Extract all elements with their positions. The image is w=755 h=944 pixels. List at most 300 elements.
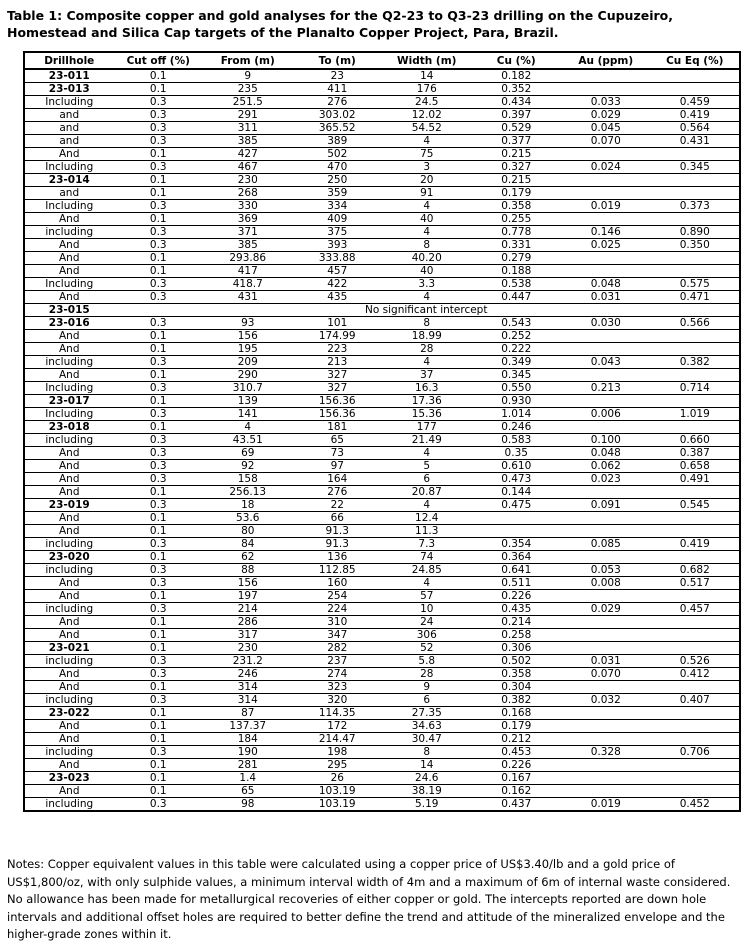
cell-width: 40.20 [382, 252, 472, 265]
cell-from: 427 [203, 148, 293, 161]
cell-cueq [651, 785, 741, 798]
cell-from: 290 [203, 369, 293, 382]
cell-cueq: 0.412 [651, 668, 741, 681]
cell-cueq: 0.471 [651, 291, 741, 304]
notes-text: Notes: Copper equivalent values in this table were calculated using a copper price of US$3.40/lb and a gold price of US$1,800/oz, with only sulphide values, a minimum interval width of 4m and a maximum of 6m of internal waste considered. No allowance has been made for metallurgical recoveries of either copper or gold. The intercepts reported are down hole intervals and additional offset holes are required to better define the trend and attitude of the mineralized envelope and the higher-grade zones within it. [7, 857, 731, 941]
cell-cutoff: 0.1 [114, 187, 204, 200]
cell-to: 502 [293, 148, 383, 161]
cell-drillhole: 23-019 [24, 499, 114, 512]
table-row [24, 512, 740, 525]
cell-cu: 0.349 [472, 356, 562, 369]
cell-width: 24.85 [382, 564, 472, 577]
cell-cueq [651, 720, 741, 733]
cell-drillhole: And [24, 460, 114, 473]
cell-width: 20.87 [382, 486, 472, 499]
cell-drillhole: 23-015 [24, 304, 114, 317]
cell-cu: 0.382 [472, 694, 562, 707]
cell-from: 62 [203, 551, 293, 564]
cell-drillhole: And [24, 616, 114, 629]
cell-cueq: 0.545 [651, 499, 741, 512]
cell-cueq [651, 174, 741, 187]
cell-to: 198 [293, 746, 383, 759]
cell-from: 385 [203, 135, 293, 148]
cell-drillhole: And [24, 681, 114, 694]
cell-cutoff: 0.3 [114, 356, 204, 369]
cell-cu: 0.188 [472, 265, 562, 278]
cell-from: 268 [203, 187, 293, 200]
cell-from: 197 [203, 590, 293, 603]
column-header-drillhole: Drillhole [24, 52, 114, 69]
table-row [24, 291, 740, 304]
cell-from: 4 [203, 421, 293, 434]
cell-from: 293.86 [203, 252, 293, 265]
cell-from: 310.7 [203, 382, 293, 395]
cell-cu: 0.543 [472, 317, 562, 330]
cell-cutoff: 0.1 [114, 642, 204, 655]
cell-drillhole: including [24, 434, 114, 447]
column-header-width: Width (m) [382, 52, 472, 69]
cell-cueq: 0.419 [651, 109, 741, 122]
cell-drillhole: And [24, 629, 114, 642]
cell-au: 0.023 [561, 473, 651, 486]
cell-au: 0.031 [561, 655, 651, 668]
cell-au [561, 174, 651, 187]
cell-cutoff: 0.1 [114, 772, 204, 785]
cell-width: 21.49 [382, 434, 472, 447]
cell-drillhole: And [24, 265, 114, 278]
cell-from: 93 [203, 317, 293, 330]
cell-cutoff: 0.3 [114, 408, 204, 421]
table-row [24, 707, 740, 720]
cell-cutoff: 0.3 [114, 499, 204, 512]
cell-cutoff: 0.1 [114, 590, 204, 603]
cell-cueq: 0.566 [651, 317, 741, 330]
cell-cutoff: 0.1 [114, 720, 204, 733]
cell-to: 327 [293, 369, 383, 382]
cell-to: 214.47 [293, 733, 383, 746]
cell-cutoff: 0.3 [114, 434, 204, 447]
cell-cu: 0.226 [472, 590, 562, 603]
cell-au: 0.053 [561, 564, 651, 577]
cell-to: 223 [293, 343, 383, 356]
cell-au [561, 69, 651, 83]
table-row [24, 174, 740, 187]
cell-cu: 0.215 [472, 174, 562, 187]
cell-cu: 0.345 [472, 369, 562, 382]
table-row [24, 356, 740, 369]
cell-from: 141 [203, 408, 293, 421]
cell-width: 4 [382, 200, 472, 213]
cell-drillhole: including [24, 694, 114, 707]
cell-cutoff: 0.3 [114, 746, 204, 759]
cell-cu: 0.434 [472, 96, 562, 109]
cell-cutoff: 0.1 [114, 616, 204, 629]
cell-au: 0.048 [561, 278, 651, 291]
cell-width: 8 [382, 746, 472, 759]
cell-drillhole: including [24, 655, 114, 668]
table-row [24, 590, 740, 603]
cell-cueq [651, 616, 741, 629]
cell-au [561, 512, 651, 525]
cell-width: 20 [382, 174, 472, 187]
column-header-cutoff: Cut off (%) [114, 52, 204, 69]
cell-cu: 0.331 [472, 239, 562, 252]
drill-results-table [23, 51, 741, 812]
cell-cutoff: 0.1 [114, 330, 204, 343]
cell-cueq [651, 759, 741, 772]
cell-to: 156.36 [293, 408, 383, 421]
cell-au [561, 629, 651, 642]
cell-width: 15.36 [382, 408, 472, 421]
cell-cutoff: 0.3 [114, 239, 204, 252]
cell-from: 281 [203, 759, 293, 772]
table-row [24, 486, 740, 499]
cell-au: 0.070 [561, 668, 651, 681]
cell-cu: 0.453 [472, 746, 562, 759]
cell-cutoff: 0.3 [114, 655, 204, 668]
cell-from: 209 [203, 356, 293, 369]
cell-cueq [651, 213, 741, 226]
cell-cu [472, 512, 562, 525]
cell-cutoff: 0.3 [114, 161, 204, 174]
table-row [24, 187, 740, 200]
cell-cu: 0.246 [472, 421, 562, 434]
cell-au [561, 681, 651, 694]
cell-au [561, 148, 651, 161]
cell-to: 389 [293, 135, 383, 148]
cell-cutoff: 0.1 [114, 551, 204, 564]
cell-cutoff: 0.3 [114, 577, 204, 590]
table-header-row [24, 52, 740, 69]
cell-width: 176 [382, 83, 472, 96]
cell-from: 139 [203, 395, 293, 408]
cell-drillhole: And [24, 720, 114, 733]
cell-to: 164 [293, 473, 383, 486]
table-row [24, 785, 740, 798]
cell-drillhole: And [24, 785, 114, 798]
cell-au [561, 486, 651, 499]
cell-from: 256.13 [203, 486, 293, 499]
cell-to: 172 [293, 720, 383, 733]
cell-cueq: 0.345 [651, 161, 741, 174]
cell-cu: 0.538 [472, 278, 562, 291]
table-row [24, 135, 740, 148]
cell-cueq: 0.431 [651, 135, 741, 148]
cell-to: 101 [293, 317, 383, 330]
cell-width: 3.3 [382, 278, 472, 291]
cell-cu: 0.222 [472, 343, 562, 356]
cell-cu: 0.473 [472, 473, 562, 486]
cell-width: 14 [382, 69, 472, 83]
cell-drillhole: Including [24, 161, 114, 174]
cell-drillhole: And [24, 252, 114, 265]
cell-cueq [651, 551, 741, 564]
table-row [24, 395, 740, 408]
cell-drillhole: Including [24, 278, 114, 291]
cell-drillhole: including [24, 798, 114, 812]
cell-width: 24.6 [382, 772, 472, 785]
cell-au [561, 83, 651, 96]
cell-au: 0.019 [561, 798, 651, 812]
cell-au: 0.328 [561, 746, 651, 759]
cell-width: 28 [382, 343, 472, 356]
cell-au: 0.213 [561, 382, 651, 395]
table-row [24, 577, 740, 590]
cell-cutoff: 0.1 [114, 629, 204, 642]
cell-cu: 0.226 [472, 759, 562, 772]
cell-cueq: 0.658 [651, 460, 741, 473]
cell-to: 91.3 [293, 538, 383, 551]
cell-from: 156 [203, 577, 293, 590]
cell-width: 6 [382, 473, 472, 486]
cell-width: 30.47 [382, 733, 472, 746]
cell-cu: 0.306 [472, 642, 562, 655]
table-row [24, 551, 740, 564]
cell-cutoff: 0.3 [114, 317, 204, 330]
cell-cu: 0.358 [472, 668, 562, 681]
cell-au [561, 772, 651, 785]
cell-cu: 0.214 [472, 616, 562, 629]
cell-cutoff: 0.1 [114, 83, 204, 96]
table-row [24, 83, 740, 96]
cell-au [561, 187, 651, 200]
cell-cutoff: 0.3 [114, 382, 204, 395]
cell-drillhole: And [24, 525, 114, 538]
table-row [24, 408, 740, 421]
cell-cueq: 0.459 [651, 96, 741, 109]
cell-au [561, 421, 651, 434]
cell-cu: 0.610 [472, 460, 562, 473]
column-header-cueq: Cu Eq (%) [651, 52, 741, 69]
table-header [24, 52, 740, 69]
cell-to: 435 [293, 291, 383, 304]
cell-width: 12.4 [382, 512, 472, 525]
cell-to: 103.19 [293, 785, 383, 798]
cell-cueq [651, 681, 741, 694]
cell-drillhole: Including [24, 408, 114, 421]
cell-cu: 0.168 [472, 707, 562, 720]
table-row [24, 226, 740, 239]
cell-width: 75 [382, 148, 472, 161]
cell-au [561, 265, 651, 278]
cell-cueq [651, 629, 741, 642]
cell-no-intercept: No significant intercept [114, 304, 741, 317]
cell-cueq [651, 343, 741, 356]
cell-cu: 0.354 [472, 538, 562, 551]
cell-cueq: 0.373 [651, 200, 741, 213]
cell-drillhole: And [24, 512, 114, 525]
cell-au: 0.030 [561, 317, 651, 330]
cell-drillhole: Including [24, 382, 114, 395]
cell-cueq: 0.682 [651, 564, 741, 577]
table-row [24, 148, 740, 161]
cell-to: 114.35 [293, 707, 383, 720]
cell-to: 365.52 [293, 122, 383, 135]
table-row [24, 434, 740, 447]
cell-drillhole: And [24, 668, 114, 681]
cell-from: 251.5 [203, 96, 293, 109]
cell-width: 4 [382, 356, 472, 369]
cell-from: 231.2 [203, 655, 293, 668]
cell-cu: 0.279 [472, 252, 562, 265]
cell-cueq: 0.452 [651, 798, 741, 812]
cell-from: 190 [203, 746, 293, 759]
cell-au: 0.091 [561, 499, 651, 512]
cell-width: 9 [382, 681, 472, 694]
cell-cutoff: 0.1 [114, 69, 204, 83]
cell-au: 0.085 [561, 538, 651, 551]
cell-to: 26 [293, 772, 383, 785]
cell-to: 237 [293, 655, 383, 668]
cell-cutoff: 0.1 [114, 785, 204, 798]
cell-width: 5.19 [382, 798, 472, 812]
cell-from: 235 [203, 83, 293, 96]
cell-width: 5.8 [382, 655, 472, 668]
cell-cueq: 0.491 [651, 473, 741, 486]
table-title: Table 1: Composite copper and gold analyses for the Q2-23 to Q3-23 drilling on the Cupuzeiro, Homestead and Silica Cap targets of the Planalto Copper Project, Para, Brazil. [7, 8, 673, 40]
cell-cueq [651, 187, 741, 200]
cell-au [561, 733, 651, 746]
cell-drillhole: And [24, 291, 114, 304]
cell-from: 87 [203, 707, 293, 720]
column-header-from: From (m) [203, 52, 293, 69]
cell-width: 4 [382, 499, 472, 512]
cell-au: 0.032 [561, 694, 651, 707]
cell-cueq: 0.382 [651, 356, 741, 369]
cell-cutoff: 0.1 [114, 733, 204, 746]
table-row [24, 772, 740, 785]
cell-cutoff: 0.1 [114, 252, 204, 265]
cell-au: 0.043 [561, 356, 651, 369]
cell-au: 0.008 [561, 577, 651, 590]
cell-to: 393 [293, 239, 383, 252]
cell-to: 333.88 [293, 252, 383, 265]
cell-to: 23 [293, 69, 383, 83]
cell-cueq: 0.706 [651, 746, 741, 759]
cell-au: 0.100 [561, 434, 651, 447]
cell-cu: 0.258 [472, 629, 562, 642]
cell-au: 0.006 [561, 408, 651, 421]
cell-from: 286 [203, 616, 293, 629]
cell-width: 10 [382, 603, 472, 616]
cell-cutoff: 0.1 [114, 369, 204, 382]
cell-cutoff: 0.3 [114, 603, 204, 616]
cell-width: 91 [382, 187, 472, 200]
cell-from: 156 [203, 330, 293, 343]
table-row [24, 681, 740, 694]
cell-from: 314 [203, 681, 293, 694]
table-row [24, 499, 740, 512]
table-row [24, 603, 740, 616]
cell-to: 65 [293, 434, 383, 447]
cell-width: 4 [382, 226, 472, 239]
cell-cueq [651, 707, 741, 720]
cell-width: 24 [382, 616, 472, 629]
cell-from: 369 [203, 213, 293, 226]
cell-cutoff: 0.3 [114, 96, 204, 109]
cell-au: 0.045 [561, 122, 651, 135]
cell-cutoff: 0.3 [114, 226, 204, 239]
cell-to: 73 [293, 447, 383, 460]
cell-width: 57 [382, 590, 472, 603]
cell-from: 80 [203, 525, 293, 538]
cell-from: 418.7 [203, 278, 293, 291]
cell-width: 38.19 [382, 785, 472, 798]
cell-au [561, 642, 651, 655]
cell-to: 457 [293, 265, 383, 278]
cell-to: 91.3 [293, 525, 383, 538]
cell-cutoff: 0.1 [114, 395, 204, 408]
cell-cutoff: 0.3 [114, 109, 204, 122]
cell-from: 417 [203, 265, 293, 278]
cell-cu: 0.511 [472, 577, 562, 590]
cell-to: 411 [293, 83, 383, 96]
cell-cu: 0.502 [472, 655, 562, 668]
cell-width: 54.52 [382, 122, 472, 135]
cell-drillhole: 23-011 [24, 69, 114, 83]
cell-to: 323 [293, 681, 383, 694]
cell-to: 334 [293, 200, 383, 213]
cell-from: 195 [203, 343, 293, 356]
cell-cutoff: 0.3 [114, 473, 204, 486]
cell-au [561, 395, 651, 408]
cell-to: 250 [293, 174, 383, 187]
cell-to: 347 [293, 629, 383, 642]
cell-from: 92 [203, 460, 293, 473]
cell-drillhole: including [24, 603, 114, 616]
cell-from: 291 [203, 109, 293, 122]
cell-to: 97 [293, 460, 383, 473]
table-row [24, 343, 740, 356]
cell-au: 0.033 [561, 96, 651, 109]
cell-width: 40 [382, 265, 472, 278]
cell-cu: 0.179 [472, 187, 562, 200]
cell-cueq [651, 83, 741, 96]
cell-cueq [651, 265, 741, 278]
table-row [24, 564, 740, 577]
table-row [24, 330, 740, 343]
cell-to: 375 [293, 226, 383, 239]
cell-au [561, 213, 651, 226]
cell-to: 254 [293, 590, 383, 603]
cell-cu: 0.144 [472, 486, 562, 499]
cell-from: 98 [203, 798, 293, 812]
cell-to: 470 [293, 161, 383, 174]
cell-to: 422 [293, 278, 383, 291]
cell-cu: 0.475 [472, 499, 562, 512]
cell-drillhole: 23-014 [24, 174, 114, 187]
cell-width: 4 [382, 291, 472, 304]
cell-from: 84 [203, 538, 293, 551]
table-row [24, 733, 740, 746]
cell-drillhole: And [24, 239, 114, 252]
cell-cutoff: 0.1 [114, 759, 204, 772]
cell-to: 156.36 [293, 395, 383, 408]
table-row [24, 668, 740, 681]
cell-drillhole: Including [24, 96, 114, 109]
cell-width: 3 [382, 161, 472, 174]
table-row [24, 694, 740, 707]
cell-cu: 0.641 [472, 564, 562, 577]
cell-cutoff: 0.3 [114, 798, 204, 812]
table-row [24, 720, 740, 733]
table-row [24, 265, 740, 278]
cell-drillhole: including [24, 564, 114, 577]
cell-au [561, 616, 651, 629]
cell-width: 37 [382, 369, 472, 382]
cell-cu: 0.252 [472, 330, 562, 343]
cell-from: 18 [203, 499, 293, 512]
